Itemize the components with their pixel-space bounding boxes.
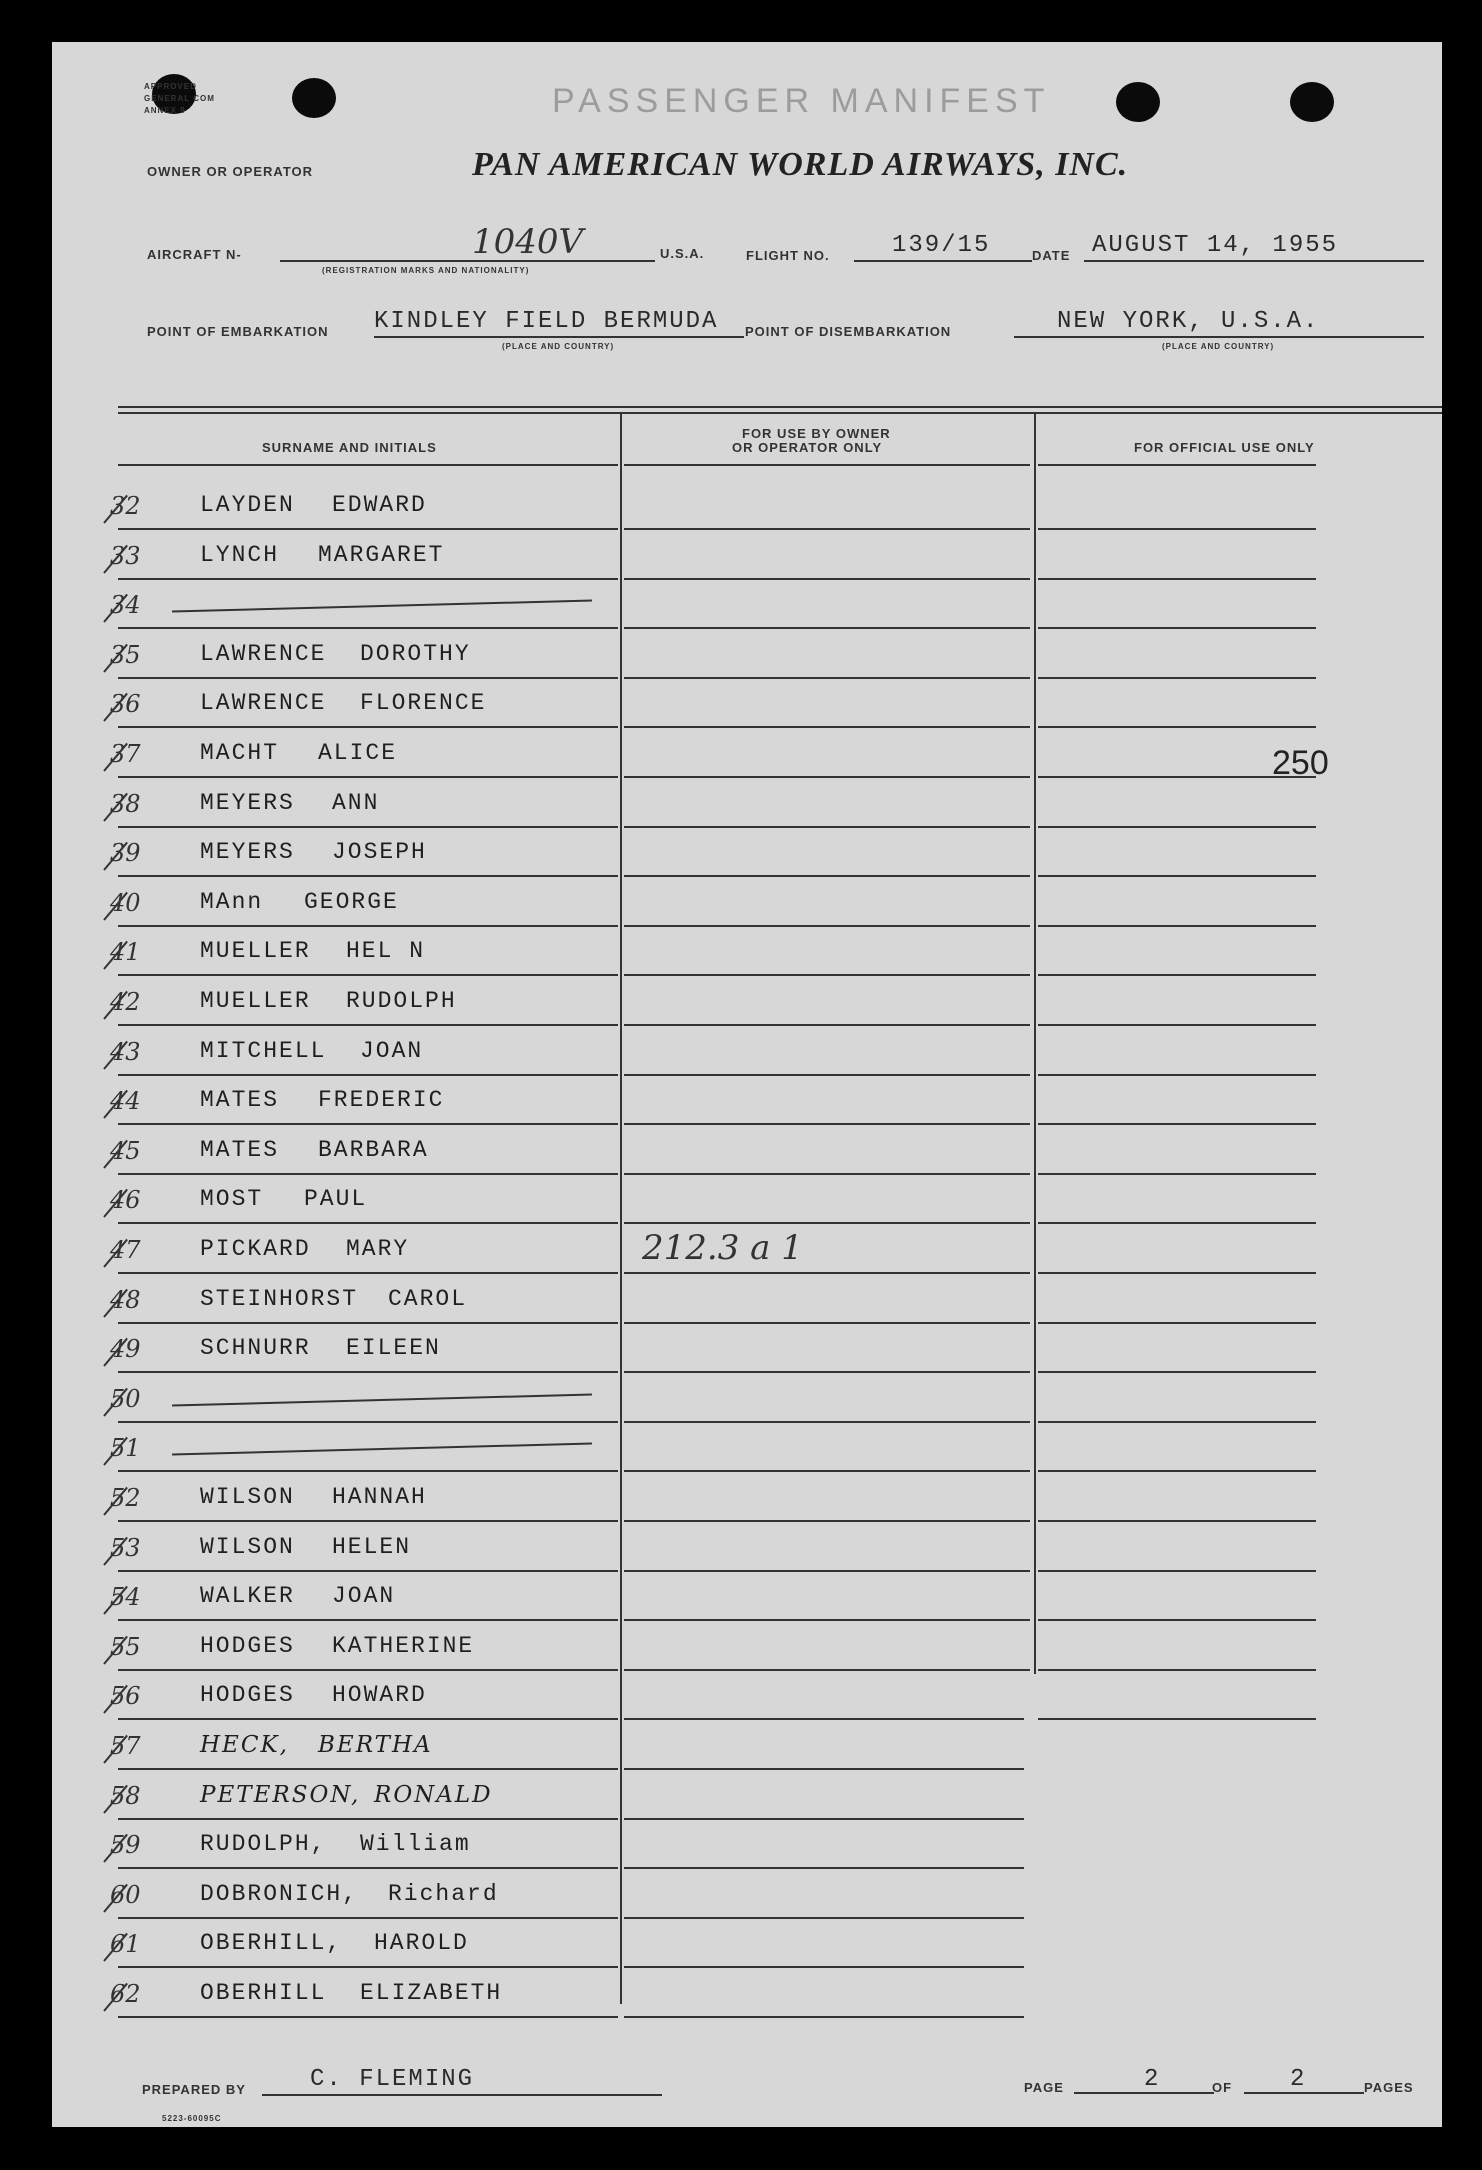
passenger-given-name: RUDOLPH (346, 988, 457, 1014)
row-rule (118, 1074, 618, 1076)
row-number: 39 (110, 839, 141, 867)
row-number: 36 (110, 690, 141, 718)
row-rule (1038, 974, 1316, 976)
passenger-surname: STEINHORST (200, 1286, 359, 1312)
row-rule (624, 1371, 1030, 1373)
row-rule (624, 2016, 1024, 2018)
page-total: 2 (1290, 2066, 1307, 2093)
row-number: 44 (110, 1087, 141, 1115)
passenger-surname: MEYERS (200, 790, 295, 816)
disembarkation-label: POINT OF DISEMBARKATION (745, 324, 952, 339)
row-number: 42 (110, 988, 141, 1016)
passenger-row (52, 542, 1442, 578)
passenger-surname: PICKARD (200, 1236, 311, 1262)
row-rule (1038, 1173, 1316, 1175)
passenger-given-name: FREDERIC (318, 1087, 445, 1113)
row-rule (624, 875, 1030, 877)
passenger-surname: RUDOLPH, (200, 1831, 327, 1857)
passenger-given-name: KATHERINE (332, 1633, 475, 1659)
approval-stamp-line3: ANNEX 9 (144, 106, 186, 115)
passenger-row (52, 1137, 1442, 1173)
row-number: 51 (110, 1434, 141, 1462)
row-rule (624, 776, 1030, 778)
passenger-given-name: RONALD (374, 1782, 493, 1808)
strikethrough-line (172, 600, 592, 613)
row-rule (1038, 826, 1316, 828)
row-number: 38 (110, 790, 141, 818)
passenger-row (52, 690, 1442, 726)
official-use-note: 250 (1272, 744, 1329, 782)
passenger-row (52, 1038, 1442, 1074)
passenger-surname: HODGES (200, 1682, 295, 1708)
row-rule (118, 1024, 618, 1026)
passenger-surname: LYNCH (200, 542, 280, 568)
row-rule (1038, 1222, 1316, 1224)
form-number: 5223-60095C (162, 2114, 222, 2123)
row-rule (118, 1470, 618, 1472)
row-rule (624, 1421, 1030, 1423)
operator-name: PAN AMERICAN WORLD AIRWAYS, INC. (472, 146, 1129, 183)
row-rule (118, 1322, 618, 1324)
passenger-row (52, 1534, 1442, 1570)
passenger-given-name: CAROL (388, 1286, 468, 1312)
punch-hole-icon (292, 78, 336, 118)
flight-label: FLIGHT NO. (746, 248, 830, 263)
passenger-given-name: HANNAH (332, 1484, 427, 1510)
row-rule (118, 1570, 618, 1572)
row-number: 49 (110, 1335, 141, 1363)
column-header-owner-use-1: FOR USE BY OWNER (742, 426, 891, 441)
column-header-surname: SURNAME AND INITIALS (262, 440, 437, 455)
passenger-surname: WALKER (200, 1583, 295, 1609)
row-rule (118, 826, 618, 828)
passenger-given-name: BARBARA (318, 1137, 429, 1163)
row-rule (624, 1768, 1024, 1770)
row-rule (624, 1867, 1024, 1869)
page-number: 2 (1144, 2066, 1161, 2093)
passenger-row (52, 1930, 1442, 1966)
row-rule (118, 528, 618, 530)
row-rule (1038, 1619, 1316, 1621)
row-rule (118, 1917, 618, 1919)
row-rule (624, 627, 1030, 629)
row-rule (118, 1768, 618, 1770)
passenger-surname: MITCHELL (200, 1038, 327, 1064)
row-rule (118, 1619, 618, 1621)
row-rule (1038, 726, 1316, 728)
row-rule (118, 1421, 618, 1423)
row-rule (1038, 1570, 1316, 1572)
passenger-given-name: MARY (346, 1236, 410, 1262)
passenger-row (52, 839, 1442, 875)
row-rule (1038, 627, 1316, 629)
passenger-row (52, 938, 1442, 974)
row-number: 47 (110, 1236, 141, 1264)
pages-label: PAGES (1364, 2080, 1414, 2095)
flight-date: AUGUST 14, 1955 (1092, 232, 1339, 259)
row-rule (118, 677, 618, 679)
row-rule (118, 1669, 618, 1671)
passenger-given-name: ELIZABETH (360, 1980, 503, 2006)
place-country-label-left: (PLACE AND COUNTRY) (502, 342, 615, 351)
passenger-given-name: PAUL (304, 1186, 368, 1212)
passenger-surname: MOST (200, 1186, 264, 1212)
passenger-surname: LAYDEN (200, 492, 295, 518)
passenger-given-name: HEL N (346, 938, 426, 964)
row-rule (1038, 1421, 1316, 1423)
row-rule (118, 1222, 618, 1224)
passenger-surname: SCHNURR (200, 1335, 311, 1361)
passenger-given-name: HELEN (332, 1534, 412, 1560)
row-rule (624, 1818, 1024, 1820)
passenger-row (52, 641, 1442, 677)
passenger-given-name: William (360, 1831, 471, 1857)
prepared-by-name: C. FLEMING (310, 2066, 475, 2093)
passenger-given-name: JOAN (360, 1038, 424, 1064)
row-rule (1038, 1024, 1316, 1026)
row-number: 62 (110, 1980, 141, 2008)
row-rule (118, 974, 618, 976)
passenger-surname: HODGES (200, 1633, 295, 1659)
row-rule (118, 776, 618, 778)
row-rule (1038, 1520, 1316, 1522)
row-rule (624, 1520, 1030, 1522)
passenger-row (52, 492, 1442, 528)
row-number: 34 (110, 591, 141, 619)
passenger-given-name: GEORGE (304, 889, 399, 915)
passenger-row (52, 988, 1442, 1024)
place-country-label-right: (PLACE AND COUNTRY) (1162, 342, 1275, 351)
row-rule (118, 726, 618, 728)
owner-use-note: 212.3 a 1 (642, 1228, 803, 1268)
row-number: 56 (110, 1682, 141, 1710)
punch-hole-icon (1116, 82, 1160, 122)
approval-stamp-line2: GENERAL COM (144, 94, 215, 103)
row-number: 32 (110, 492, 141, 520)
row-rule (1038, 875, 1316, 877)
row-rule (624, 1322, 1030, 1324)
row-rule (624, 826, 1030, 828)
passenger-row (52, 1434, 1442, 1470)
passenger-row (52, 1633, 1442, 1669)
strikethrough-line (172, 1443, 592, 1456)
passenger-surname: OBERHILL (200, 1980, 327, 2006)
row-number: 54 (110, 1583, 141, 1611)
aircraft-label: AIRCRAFT N- (147, 247, 242, 262)
row-rule (1038, 1470, 1316, 1472)
passenger-surname: LAWRENCE (200, 690, 327, 716)
row-rule (624, 1123, 1030, 1125)
row-rule (118, 1173, 618, 1175)
row-number: 61 (110, 1930, 141, 1958)
row-rule (118, 925, 618, 927)
row-rule (624, 1966, 1024, 1968)
passenger-surname: HECK, (200, 1732, 289, 1758)
row-rule (624, 1173, 1030, 1175)
passenger-surname: MUELLER (200, 938, 311, 964)
owner-label: OWNER OR OPERATOR (147, 164, 314, 179)
row-rule (1038, 1718, 1316, 1720)
row-rule (624, 925, 1030, 927)
row-rule (1038, 1322, 1316, 1324)
of-label: OF (1212, 2080, 1233, 2095)
row-number: 41 (110, 938, 141, 966)
passenger-given-name: MARGARET (318, 542, 445, 568)
row-number: 48 (110, 1286, 141, 1314)
flight-number: 139/15 (892, 232, 991, 259)
passenger-row (52, 1831, 1442, 1867)
row-rule (624, 1917, 1024, 1919)
row-number: 46 (110, 1186, 141, 1214)
row-number: 55 (110, 1633, 141, 1661)
passenger-given-name: ALICE (318, 740, 398, 766)
row-rule (624, 1669, 1030, 1671)
row-rule (118, 1520, 618, 1522)
row-rule (1038, 677, 1316, 679)
row-rule (1038, 1371, 1316, 1373)
row-number: 53 (110, 1534, 141, 1562)
row-rule (624, 726, 1030, 728)
page-title: PASSENGER MANIFEST (552, 82, 1051, 120)
passenger-surname: WILSON (200, 1534, 295, 1560)
row-number: 57 (110, 1732, 141, 1760)
passenger-row (52, 1286, 1442, 1322)
row-rule (118, 875, 618, 877)
row-rule (118, 1272, 618, 1274)
passenger-given-name: EDWARD (332, 492, 427, 518)
row-rule (1038, 578, 1316, 580)
row-number: 50 (110, 1385, 141, 1413)
passenger-given-name: HAROLD (374, 1930, 469, 1956)
passenger-row (52, 1186, 1442, 1222)
row-number: 37 (110, 740, 141, 768)
passenger-row (52, 1980, 1442, 2016)
passenger-given-name: DOROTHY (360, 641, 471, 667)
passenger-given-name: JOSEPH (332, 839, 427, 865)
passenger-given-name: EILEEN (346, 1335, 441, 1361)
row-number: 43 (110, 1038, 141, 1066)
passenger-surname: WILSON (200, 1484, 295, 1510)
row-rule (624, 1470, 1030, 1472)
row-rule (118, 1818, 618, 1820)
passenger-surname: MATES (200, 1087, 280, 1113)
row-rule (1038, 1669, 1316, 1671)
row-number: 35 (110, 641, 141, 669)
registration-label: (REGISTRATION MARKS AND NATIONALITY) (322, 266, 530, 275)
row-number: 52 (110, 1484, 141, 1512)
row-rule (624, 578, 1030, 580)
passenger-given-name: ANN (332, 790, 380, 816)
approval-stamp-line1: APPROVED (144, 82, 197, 91)
row-rule (118, 1718, 618, 1720)
passenger-surname: MAnn (200, 889, 264, 915)
passenger-row (52, 1583, 1442, 1619)
disembarkation-place: NEW YORK, U.S.A. (1057, 308, 1320, 335)
passenger-surname: PETERSON, (200, 1782, 361, 1808)
page-label: PAGE (1024, 2080, 1064, 2095)
passenger-row (52, 889, 1442, 925)
row-number: 59 (110, 1831, 141, 1859)
row-number: 45 (110, 1137, 141, 1165)
row-rule (1038, 925, 1316, 927)
row-rule (624, 1619, 1030, 1621)
passenger-surname: MUELLER (200, 988, 311, 1014)
punch-hole-icon (1290, 82, 1334, 122)
row-rule (624, 1024, 1030, 1026)
passenger-given-name: BERTHA (318, 1732, 433, 1758)
row-rule (118, 1966, 618, 1968)
row-number: 40 (110, 889, 141, 917)
passenger-row (52, 591, 1442, 627)
strikethrough-line (172, 1394, 592, 1407)
passenger-row (52, 1484, 1442, 1520)
row-rule (1038, 528, 1316, 530)
passenger-row (52, 740, 1442, 776)
passenger-surname: MEYERS (200, 839, 295, 865)
usa-label: U.S.A. (660, 246, 705, 261)
row-rule (118, 578, 618, 580)
passenger-row (52, 1881, 1442, 1917)
row-rule (624, 1718, 1024, 1720)
row-rule (624, 1272, 1030, 1274)
row-rule (118, 627, 618, 629)
row-number: 33 (110, 542, 141, 570)
passenger-surname: MACHT (200, 740, 280, 766)
row-rule (624, 1570, 1030, 1572)
row-rule (624, 677, 1030, 679)
row-rule (118, 1371, 618, 1373)
row-number: 58 (110, 1782, 141, 1810)
passenger-row (52, 1732, 1442, 1768)
row-rule (624, 528, 1030, 530)
passenger-given-name: JOAN (332, 1583, 396, 1609)
passenger-row (52, 1782, 1442, 1818)
passenger-row (52, 790, 1442, 826)
manifest-sheet (52, 42, 1442, 2127)
prepared-by-label: PREPARED BY (142, 2082, 246, 2097)
row-rule (1038, 1272, 1316, 1274)
date-label: DATE (1032, 248, 1071, 263)
row-rule (1038, 1123, 1316, 1125)
row-rule (624, 1074, 1030, 1076)
passenger-surname: LAWRENCE (200, 641, 327, 667)
embarkation-place: KINDLEY FIELD BERMUDA (374, 308, 719, 335)
passenger-given-name: FLORENCE (360, 690, 487, 716)
passenger-row (52, 1087, 1442, 1123)
passenger-surname: OBERHILL, (200, 1930, 343, 1956)
row-rule (1038, 1074, 1316, 1076)
row-rule (118, 2016, 618, 2018)
passenger-row (52, 1335, 1442, 1371)
passenger-row (52, 1682, 1442, 1718)
passenger-surname: DOBRONICH, (200, 1881, 359, 1907)
row-rule (624, 1222, 1030, 1224)
passenger-row (52, 1385, 1442, 1421)
row-rule (118, 1123, 618, 1125)
embarkation-label: POINT OF EMBARKATION (147, 324, 329, 339)
passenger-surname: MATES (200, 1137, 280, 1163)
row-rule (624, 974, 1030, 976)
aircraft-number: 1040V (472, 222, 584, 262)
passenger-given-name: HOWARD (332, 1682, 427, 1708)
passenger-given-name: Richard (388, 1881, 499, 1907)
column-header-owner-use-2: OR OPERATOR ONLY (732, 440, 883, 455)
row-rule (118, 1867, 618, 1869)
column-header-official-use: FOR OFFICIAL USE ONLY (1134, 440, 1315, 455)
row-number: 60 (110, 1881, 141, 1909)
